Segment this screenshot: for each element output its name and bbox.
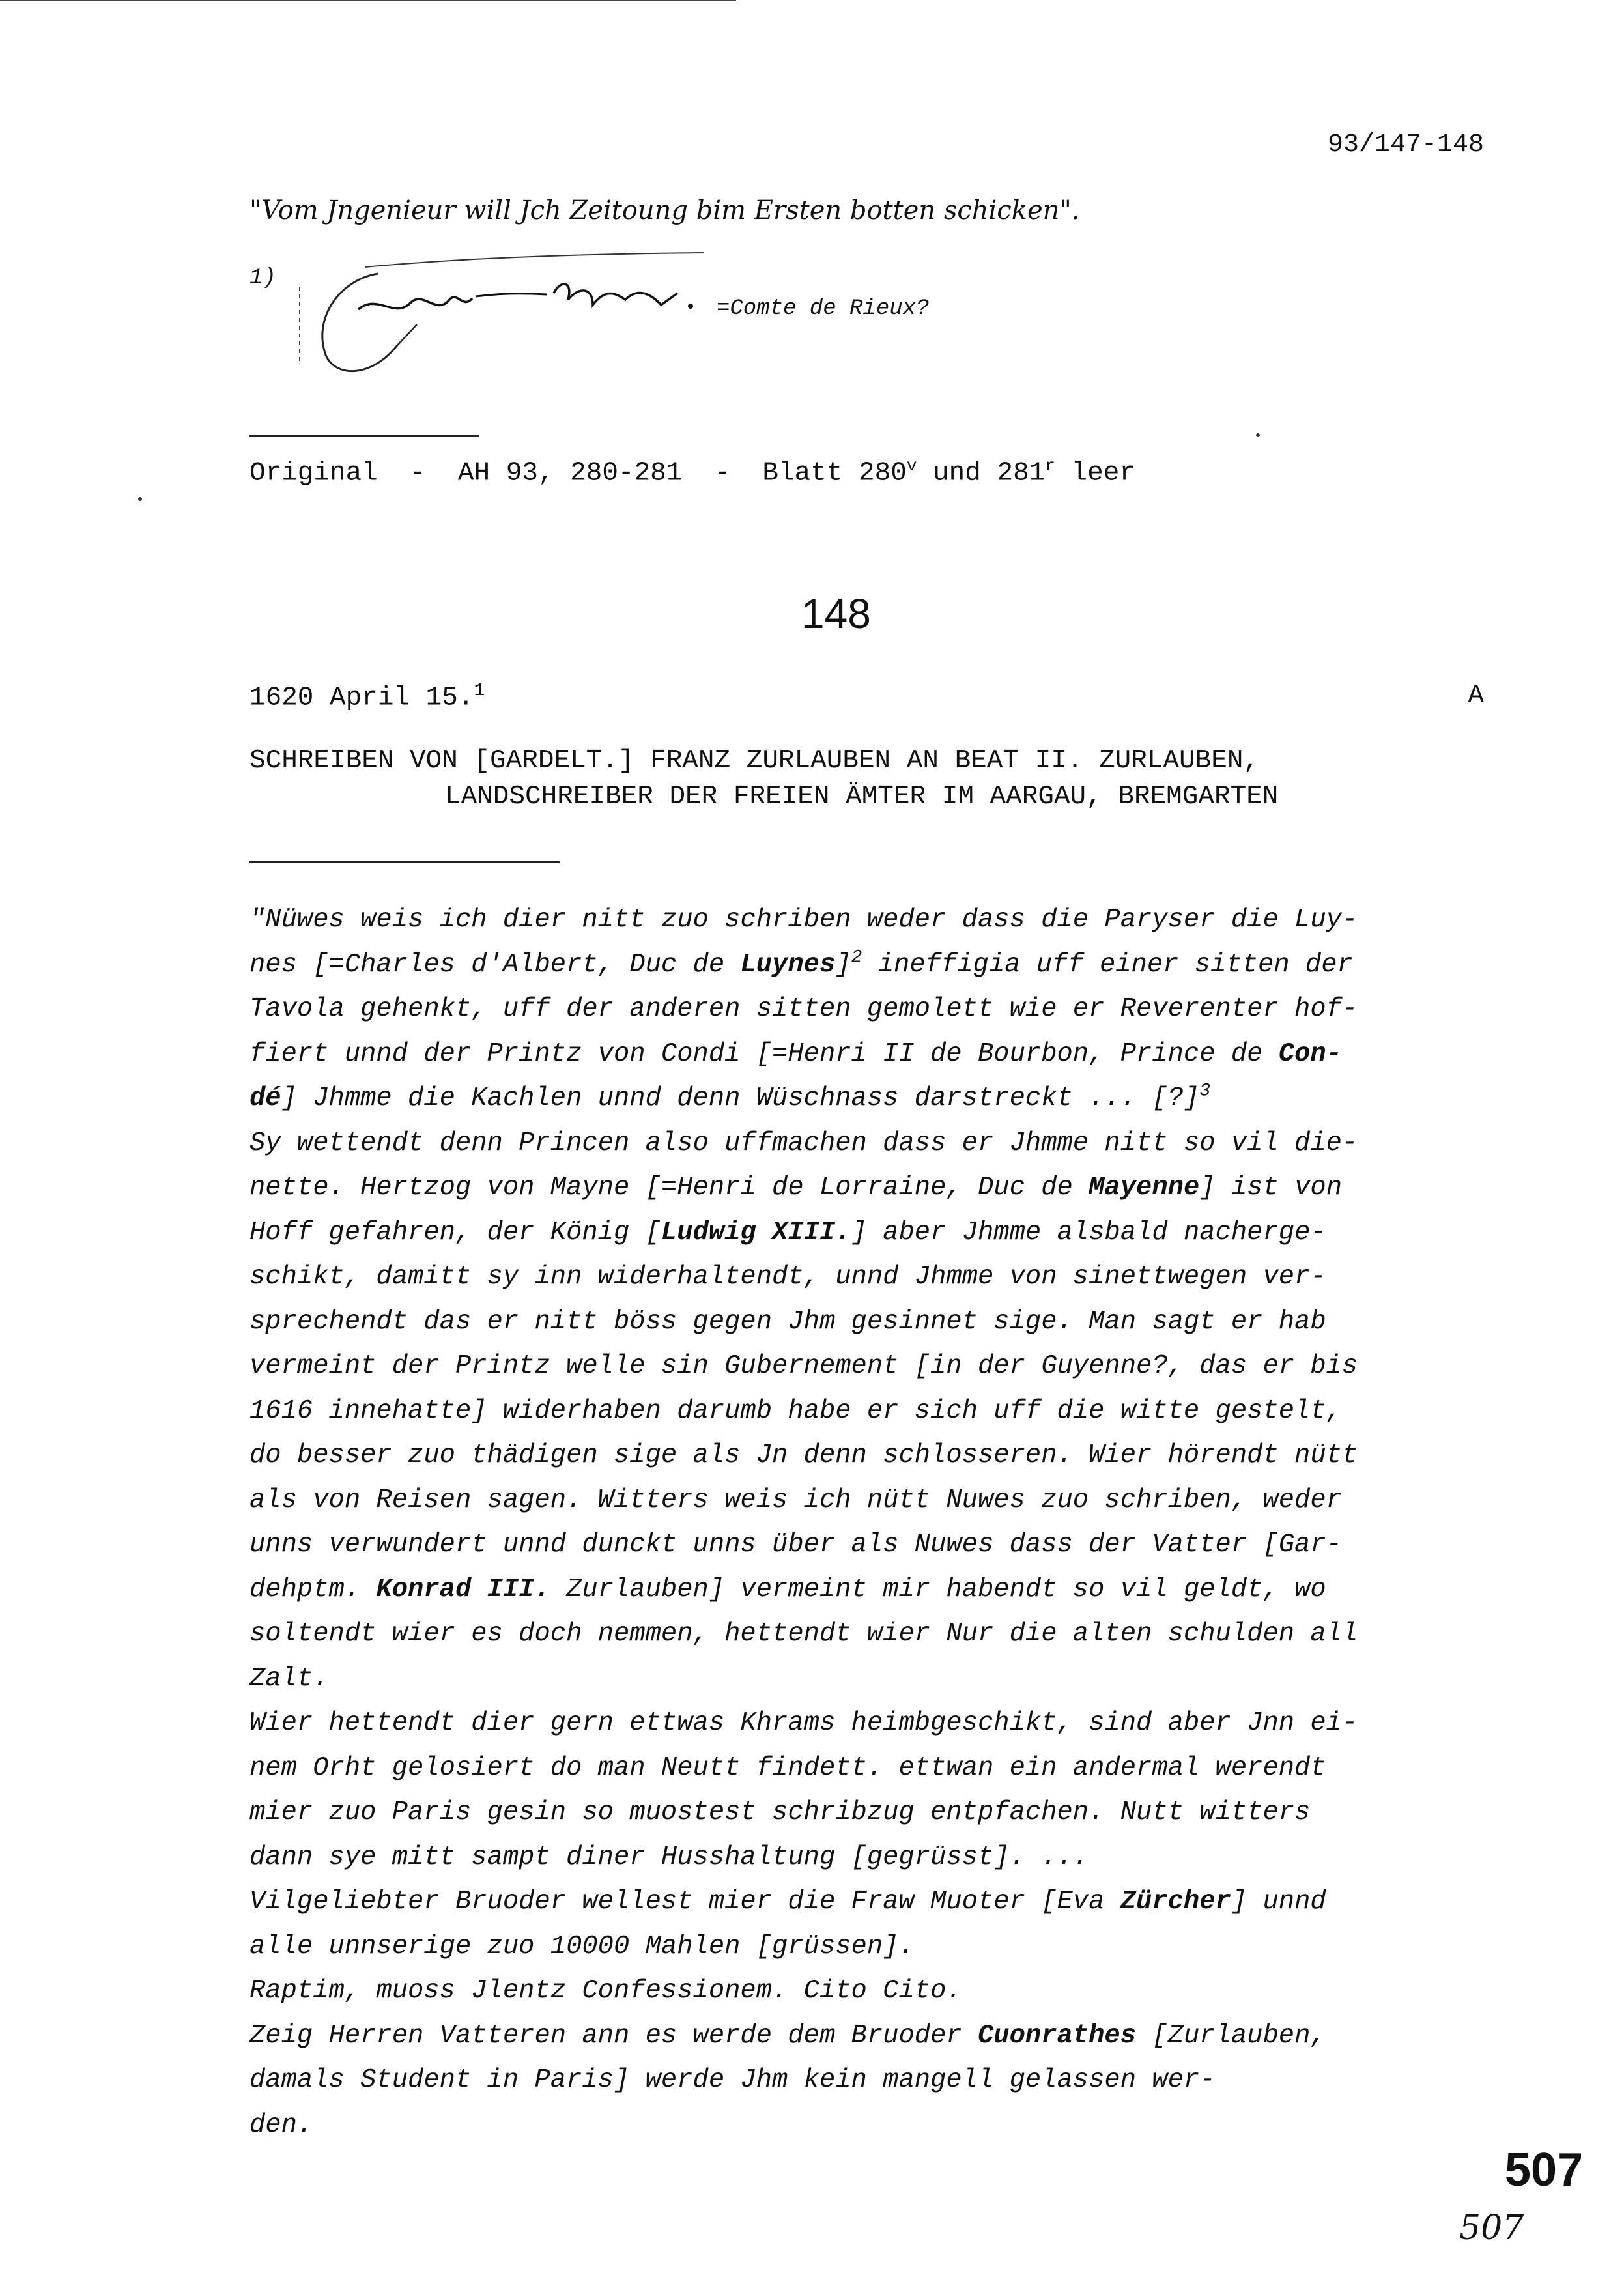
body-line: Raptim, muoss Jlentz Confessionem. Cito Cito. bbox=[249, 1976, 962, 2006]
und-text: und 281 bbox=[933, 458, 1046, 489]
sheet-number-stamp: 507 bbox=[1505, 2144, 1584, 2196]
quote-line: "Vom Jngenieur will Jch Zeitoung bim Ersten botten schicken". bbox=[249, 195, 1080, 225]
original-reference bbox=[249, 456, 1135, 489]
document-date bbox=[249, 681, 485, 713]
sheet-number-handwritten: 507 bbox=[1459, 2209, 1524, 2248]
footnote-number: 1) bbox=[249, 266, 276, 291]
dash: - bbox=[410, 458, 426, 489]
blatt-text: Blatt 280 bbox=[762, 458, 907, 489]
separator-rule-bottom bbox=[249, 861, 560, 863]
body-line: 1616 innehatte] widerhaben darumb habe er sich uff die witte gestelt, bbox=[249, 1395, 1342, 1426]
leer-text: leer bbox=[1071, 458, 1135, 489]
body-line: Sy wettendt denn Princen also uffmachen dass er Jhmme nitt so vil die- bbox=[249, 1128, 1358, 1158]
handwritten-signature bbox=[287, 248, 704, 384]
copy-letter: A bbox=[1468, 681, 1484, 711]
document-title-line1: SCHREIBEN VON [GARDELT.] FRANZ ZURLAUBEN AN BEAT II. ZURLAUBEN, bbox=[249, 746, 1260, 776]
original-label: Original bbox=[249, 458, 378, 489]
date-footnote-marker: 1 bbox=[474, 681, 485, 701]
date-text: 1620 April 15. bbox=[249, 683, 474, 713]
letter-body bbox=[249, 898, 1500, 2147]
page-reference: 93/147-148 bbox=[1327, 130, 1484, 160]
body-line: soltendt wier es doch nemmen, hettendt wier Nur die alten schulden all bbox=[249, 1619, 1358, 1649]
body-line: dehptm. Konrad III. Zurlauben] vermeint mir habendt so vil geldt, wo bbox=[249, 1574, 1326, 1605]
body-line: schikt, damitt sy inn widerhaltendt, unnd Jhmme von sinettwegen ver- bbox=[249, 1262, 1326, 1292]
body-line: dé] Jhmme die Kachlen unnd denn Wüschnass darstreckt ... [?]$^3$ bbox=[249, 1081, 1211, 1113]
archive-ref: AH 93, 280-281 bbox=[457, 458, 683, 489]
dash: - bbox=[714, 458, 731, 489]
body-line: dann sye mitt sampt diner Husshaltung [gegrüsst]. ... bbox=[249, 1842, 1089, 1872]
body-line: nes [=Charles d'Albert, Duc de Luynes]$^2$ ineffigia uff einer sitten der bbox=[249, 947, 1353, 980]
body-line: fiert unnd der Printz von Condi [=Henri II de Bourbon, Prince de Con- bbox=[249, 1038, 1342, 1069]
top-edge-line bbox=[0, 0, 736, 1]
body-line: vermeint der Printz welle sin Gubernement [in der Guyenne?, das er bis bbox=[249, 1351, 1358, 1381]
body-line: den. bbox=[249, 2109, 313, 2140]
body-line: Tavola gehenkt, uff der anderen sitten gemolett wie er Reverenter hof- bbox=[249, 994, 1358, 1024]
body-line: damals Student in Paris] werde Jhm kein mangell gelassen wer- bbox=[249, 2065, 1216, 2095]
body-line: Hoff gefahren, der König [Ludwig XIII.] aber Jhmme alsbald nacherge- bbox=[249, 1217, 1326, 1248]
document-number: 148 bbox=[801, 590, 871, 637]
body-line: sprechendt das er nitt böss gegen Jhm gesinnet sige. Man sagt er hab bbox=[249, 1306, 1326, 1337]
body-line: "Nüwes weis ich dier nitt zuo schriben weder dass die Paryser die Luy- bbox=[249, 905, 1358, 935]
body-line: do besser zuo thädigen sige als Jn denn schlosseren. Wier hörendt nütt bbox=[249, 1440, 1358, 1470]
speck bbox=[1256, 433, 1260, 437]
separator-rule-top bbox=[249, 435, 479, 437]
body-line: als von Reisen sagen. Witters weis ich nütt Nuwes zuo schriben, weder bbox=[249, 1485, 1342, 1515]
sup-recto: r bbox=[1045, 456, 1055, 476]
body-line: alle unnserige zuo 10000 Mahlen [grüssen]. bbox=[249, 1931, 915, 1962]
body-line: nette. Hertzog von Mayne [=Henri de Lorraine, Duc de Mayenne] ist von bbox=[249, 1173, 1343, 1203]
document-title-line2: LANDSCHREIBER DER FREIEN ÄMTER IM AARGAU, BREMGARTEN bbox=[445, 782, 1279, 812]
body-line: Wier hettendt dier gern ettwas Khrams heimbgeschikt, sind aber Jnn ei- bbox=[249, 1708, 1358, 1738]
body-line: mier zuo Paris gesin so muostest schribzug entpfachen. Nutt witters bbox=[249, 1797, 1311, 1827]
signature-interpretation: =Comte de Rieux? bbox=[717, 296, 930, 321]
body-line: Zalt. bbox=[249, 1663, 329, 1694]
body-line: Zeig Herren Vatteren ann es werde dem Bruoder Cuonrathes [Zurlauben, bbox=[249, 2020, 1326, 2051]
body-line: unns verwundert unnd dunckt unns über als Nuwes dass der Vatter [Gar- bbox=[249, 1530, 1342, 1560]
speck bbox=[138, 497, 142, 501]
body-line: nem Orht gelosiert do man Neutt findett. ettwan ein andermal werendt bbox=[249, 1752, 1326, 1783]
body-line: Vilgeliebter Bruoder wellest mier die Fraw Muoter [Eva Zürcher] unnd bbox=[249, 1887, 1326, 1917]
sup-verso: v bbox=[906, 456, 917, 476]
